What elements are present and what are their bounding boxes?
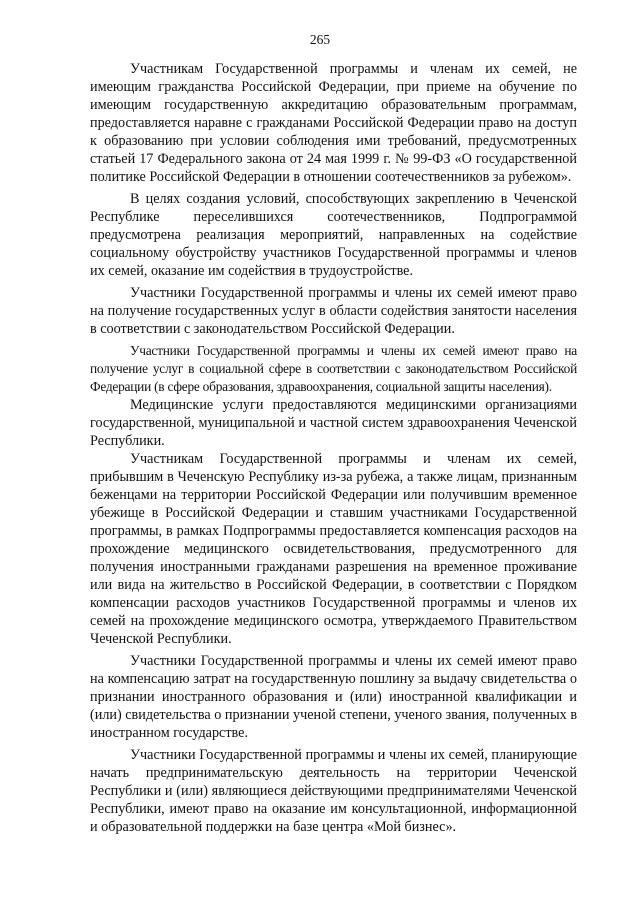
paragraph-medical-services: Медицинские услуги предоставляются медицинскими организациями государственной, муниципальной и частной систем здравоохранения Чеченской Республики. [90,397,577,449]
paragraph-medical-compensation: Участникам Государственной программы и членам их семей, прибывшим в Чеченскую Республику из-за рубежа, а также лицам, признанным беженцами на территории Российской Федерации или получившим временное убежище в Российской Федерации и ставшим участниками Государственной программы, в рамках Подпрограммы предоставляется компенсация расходов на прохождение медицинского освидетельствования, предусмотренного для получения иностранными гражданами разрешения на временное проживание или вида на жительство в Российской Федерации, в соответствии с Порядком компенсации расходов участников Государственной программы и членов их семей на прохождение медицинского осмотра, утверждаемого Правительством Чеченской Республики. [90,451,577,647]
document-body [90,60,577,836]
paragraph-social-services: Участники Государственной программы и члены их семей имеют право на получение услуг в социальной сфере в соответствии с законодательством Российской Федерации (в сфере образования, здравоохранения, социальной защиты населения). [90,343,577,394]
page-number: 265 [309,32,331,47]
paragraph-business-support: Участники Государственной программы и члены их семей, планирующие начать предпринимательскую деятельность на территории Чеченской Республики и (или) являющиеся действующими предпринимателями Чеченской Республики, имеют право на оказание им консультационной, информационной и образовательной поддержки на базе центра «Мой бизнес». [90,747,577,835]
paragraph-fee-compensation: Участники Государственной программы и члены их семей имеют право на компенсацию затрат на государственную пошлину за выдачу свидетельства о признании иностранного образования и (или) иностранной квалификации и (или) свидетельства о признании ученой степени, ученого звания, полученных в иностранном государстве. [90,653,578,741]
paragraph-social-settlement: В целях создания условий, способствующих закреплению в Чеченской Республике переселившихся соотечественников, Подпрограммой предусмотрена реализация мероприятий, направленных на содействие социальному обустройству участников Государственной программы и членов их семей, оказание им содействия в трудоустройстве. [90,191,577,279]
paragraph-education-access: Участникам Государственной программы и членам их семей, не имеющим гражданства Российской Федерации, при приеме на обучение по имеющим государственную аккредитацию образовательным программам, предоставляется наравне с гражданами Российской Федерации право на доступ к образованию при условии соблюдения ими требований, предусмотренных статьей 17 Федерального закона от 24 мая 1999 г. № 99-ФЗ «О государственной политике Российской Федерации в отношении соотечественников за рубежом». [90,61,577,185]
paragraph-employment-services: Участники Государственной программы и члены их семей имеют право на получение государственных услуг в области содействия занятости населения в соответствии с законодательством Российской Федерации. [90,285,577,337]
